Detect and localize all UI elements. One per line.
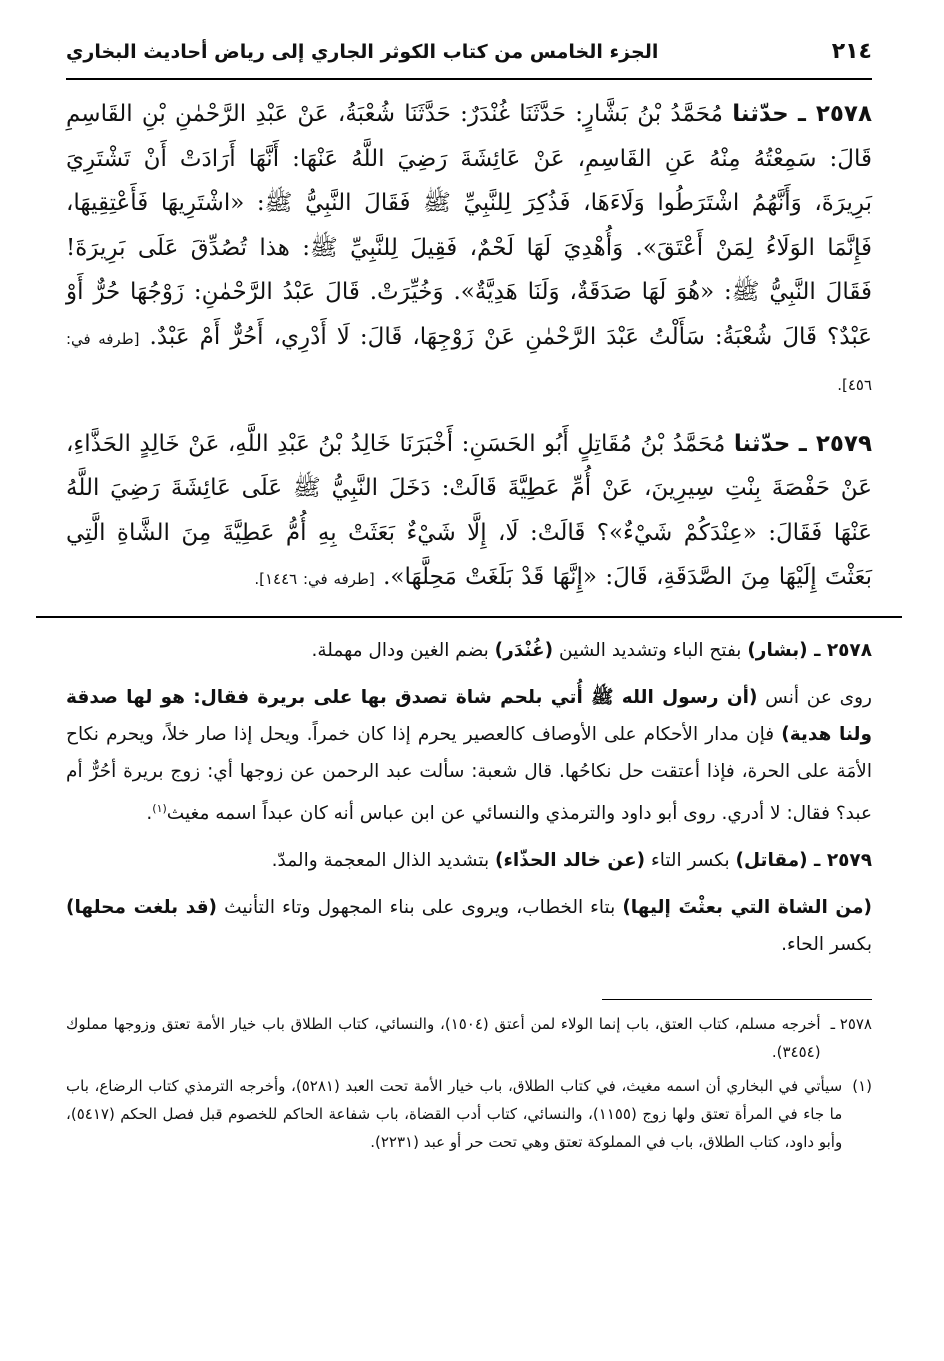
commentary-text: بكسر التاء (645, 849, 736, 871)
commentary-text: بضم الغين ودال مهملة. (311, 639, 495, 661)
hadith-text: مُحَمَّدُ بْنُ بَشَّارٍ: حَدَّثَنَا غُنْدَرٌ: حَدَّثَنَا شُعْبَةُ، عَنْ عَبْدِ الرَّحْمٰنِ بْنِ القَاسِمِ قَالَ: سَمِعْتُهُ مِنْهُ عَنِ القَاسِمِ، عَنْ عَائِشَةَ رَضِيَ اللَّهُ عَنْهَا: أَنَّهَا أَرَادَتْ أَنْ تَشْتَرِيَ بَرِيرَةَ، وَأَنَّهُمُ اشْتَرَطُوا وَلَاءَهَا، فَذُكِرَ لِلنَّبِيِّ ﷺ فَقَالَ النَّبِيُّ ﷺ: «اشْتَرِيهَا فَأَعْتِقِيهَا، فَإِنَّمَا الوَلَاءُ لِمَنْ أَعْتَقَ». وَأُهْدِيَ لَهَا لَحْمٌ، فَقِيلَ لِلنَّبِيِّ ﷺ: هذا تُصُدِّقَ عَلَى بَرِيرَةَ! فَقَالَ النَّبِيُّ ﷺ: «هُوَ لَهَا صَدَقَةٌ، وَلَنَا هَدِيَّةٌ». وَخُيِّرَتْ. قَالَ عَبْدُ الرَّحْمٰنِ: زَوْجُهَا حُرٌّ أَوْ عَبْدٌ؟ قَالَ شُعْبَةُ: سَأَلْتُ عَبْدَ الرَّحْمٰنِ عَنْ زَوْجِهَا، قَالَ: لَا أَدْرِي، أَحُرٌّ أَمْ عَبْدٌ. (66, 101, 873, 350)
hadith-2578 (66, 92, 872, 408)
commentary-keyword: (عن خالد الحذّاء) (495, 849, 646, 871)
hadith-lead: حدّثنا (733, 430, 791, 457)
footnote-label: ٢٥٧٨ ـ (830, 1014, 872, 1033)
running-header (66, 30, 872, 74)
footnote-text: أخرجه مسلم، كتاب العتق، باب إنما الولاء لمن أعتق (١٥٠٤)، والنسائي، كتاب الطلاق باب خيار الأمة تعتق وزوجها مملوك (٣٤٥٤). (66, 1014, 821, 1061)
commentary-text: بتشديد الذال المعجمة والمدّ. (271, 849, 495, 871)
footnote (66, 1010, 872, 1066)
book-title: الجزء الخامس من كتاب الكوثر الجاري إلى رياض أحاديث البخاري (66, 41, 659, 63)
commentary-paragraph (66, 679, 872, 832)
hadith-cross-reference: [طرفه في: ٤٥٦]. (66, 329, 872, 394)
commentary-divider (36, 616, 902, 618)
commentary-keyword: ٢٥٧٩ ـ (مقاتل) (735, 849, 872, 871)
hadith-number: ٢٥٧٩ ـ (798, 430, 872, 457)
commentary-text: روى عن أنس (757, 686, 872, 708)
commentary-paragraph (66, 842, 872, 879)
commentary-keyword: (قد بلغت محلها) (66, 896, 218, 918)
commentary-text: فإن مدار الأحكام على الأوصاف كالعصير يحرم إذا كان خمراً. ويحل إذا صار خلاً، ويحرم نكاح الأمَة على الحرة، فإذا أعتقت حل نكاحُها. قال شعبة: سألت عبد الرحمن عن زوجها أي: زوج بريرة أحُرٌّ أم عبد؟ فقال: لا أدري. روى أبو داود والترمذي والنسائي عن ابن عباس أنه كان عبداً اسمه مغيث (66, 723, 872, 824)
book-page (66, 30, 872, 1162)
commentary-text: بكسر الحاء. (781, 933, 872, 955)
footnote-text: سيأتي في البخاري أن اسمه مغيث، في كتاب الطلاق، باب خيار الأمة تحت العبد (٥٢٨١)، وأخرجه الترمذي كتاب الرضاع، باب ما جاء في المرأة تعتق ولها زوج (١١٥٥)، والنسائي، كتاب أدب القضاة، باب شفاعة الحاكم للخصوم قبل فصل الحكم (٥٤١٧)، وأبو داود، كتاب الطلاق، باب في المملوكة تعتق وهي تحت حر أو عبد (٢٢٣١). (66, 1076, 843, 1151)
commentary-text: . (146, 802, 153, 824)
footnote-rule (602, 999, 872, 1000)
page-number: ٢١٤ (831, 39, 872, 64)
hadith-number: ٢٥٧٨ ـ (798, 101, 873, 127)
commentary-text: بفتح الباء وتشديد الشين (553, 639, 748, 661)
commentary-keyword: (غُنْدَر) (494, 639, 554, 661)
header-rule (66, 78, 872, 80)
commentary-keyword: ٢٥٧٨ ـ (بشار) (747, 639, 872, 661)
commentary-text: بتاء الخطاب، ويروى على بناء المجهول وتاء التأنيث (217, 896, 623, 918)
hadith-lead: حدّثنا (732, 101, 789, 127)
footnote-label: (١) (852, 1076, 872, 1095)
footnote-marker: (١) (152, 801, 167, 815)
commentary-paragraph (66, 632, 872, 669)
footnote (66, 1072, 872, 1156)
hadith-text: مُحَمَّدُ بْنُ مُقَاتِلٍ أَبُو الحَسَنِ: أَخْبَرَنَا خَالِدُ بْنُ عَبْدِ اللَّهِ، عَنْ خَالِدٍ الحَذَّاءِ، عَنْ حَفْصَةَ بِنْتِ سِيرِينَ، عَنْ أُمِّ عَطِيَّةَ قَالَتْ: دَخَلَ النَّبِيُّ ﷺ عَلَى عَائِشَةَ رَضِيَ اللَّهُ عَنْهَا فَقَالَ: «عِنْدَكُمْ شَيْءٌ»؟ قَالَتْ: لَا، إِلَّا شَيْءٌ بَعَثَتْ بِهِ أُمُّ عَطِيَّةَ مِنَ الشَّاةِ الَّتِي بَعَثْتَ إِلَيْهَا مِنَ الصَّدَقَةِ، قَالَ: «إِنَّهَا قَدْ بَلَغَتْ مَحِلَّهَا». (66, 430, 872, 590)
commentary-keyword: (من الشاة التي بعثْتَ إليها) (622, 896, 872, 918)
commentary-section (66, 632, 872, 963)
commentary-keyword: (أن رسول الله ﷺ أُتي بلحم شاة تصدق بها على بريرة فقال: هو لها صدقة ولنا هدية) (66, 686, 872, 745)
hadith-cross-reference: [طرفه في: ١٤٤٦]. (254, 570, 375, 588)
hadith-2579 (66, 422, 872, 602)
commentary-paragraph (66, 889, 872, 963)
